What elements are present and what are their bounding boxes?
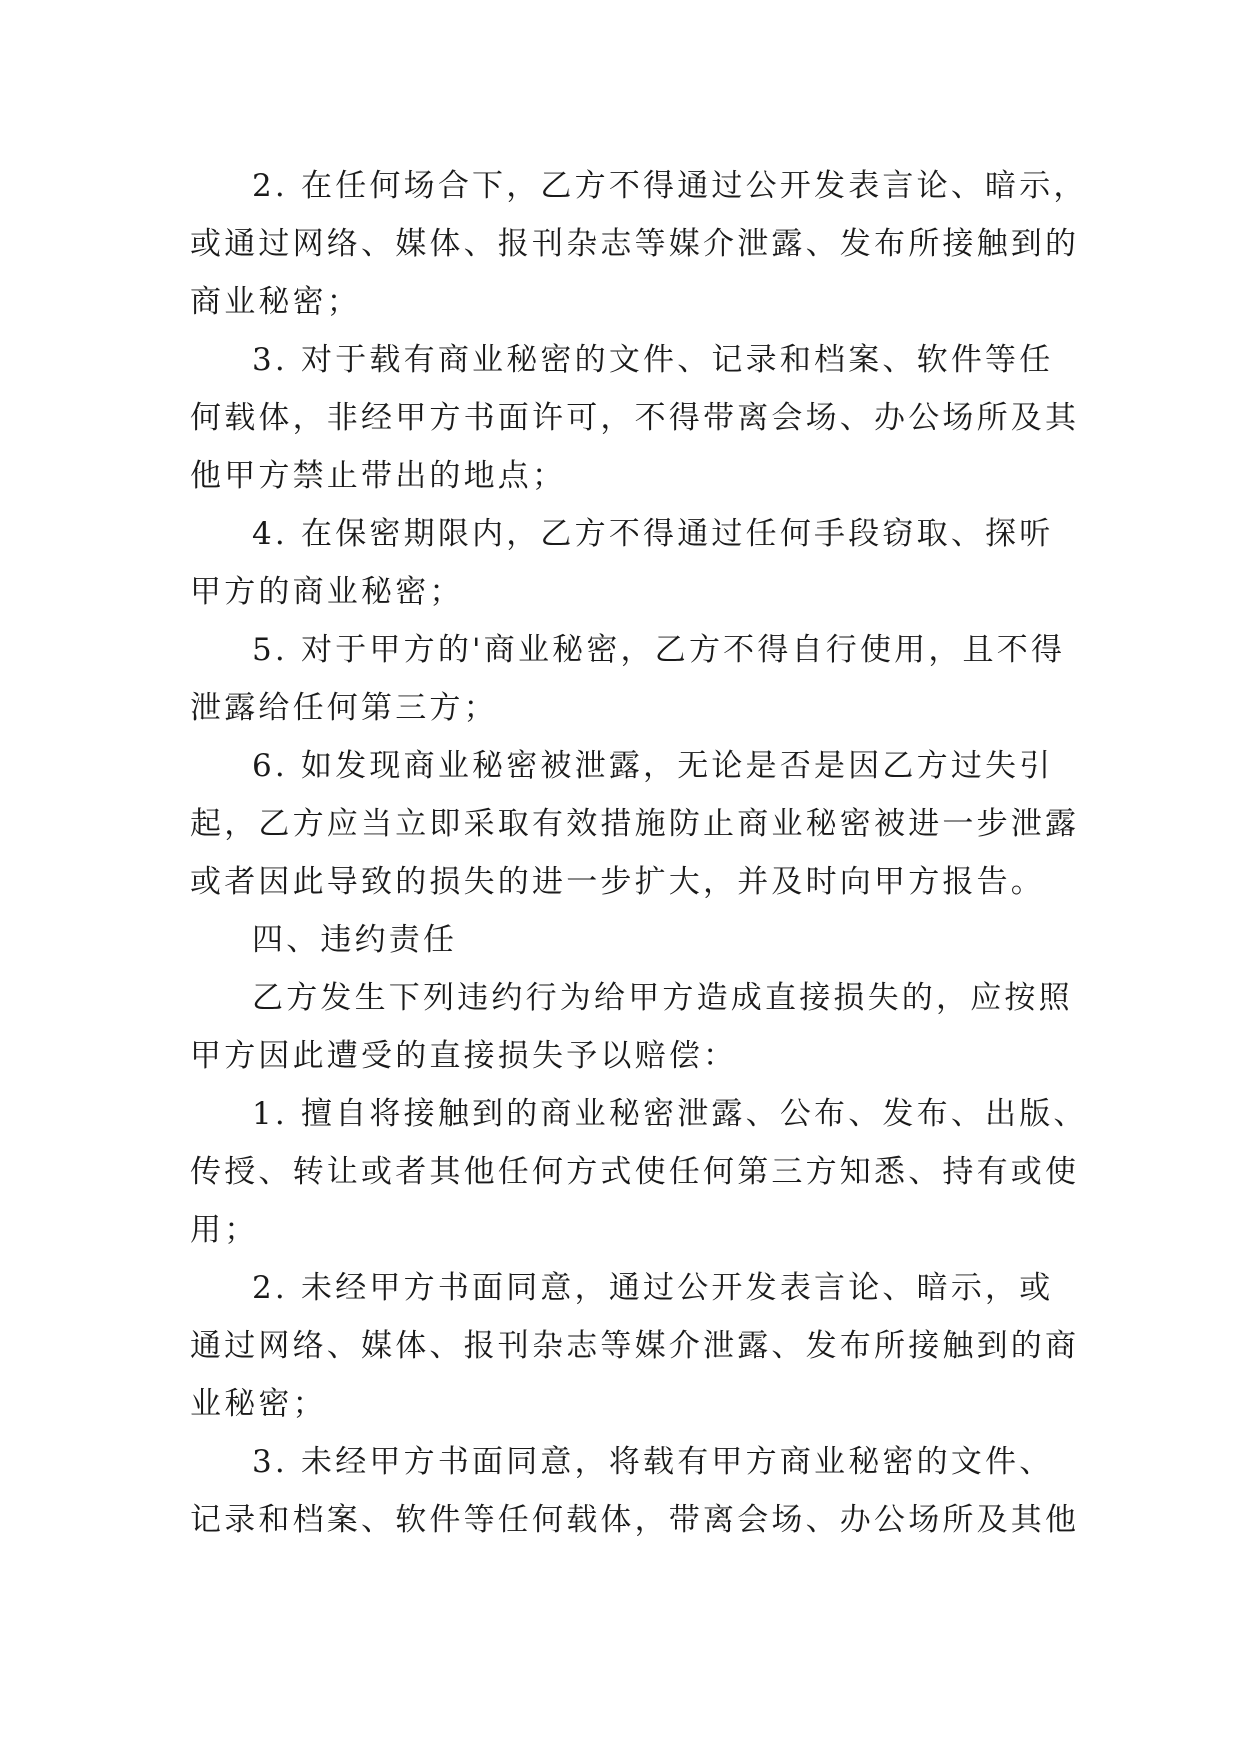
text-line: 起，乙方应当立即采取有效措施防止商业秘密被进一步泄露 <box>190 806 1080 842</box>
text-line: 何载体，非经甲方书面许可，不得带离会场、办公场所及其 <box>190 400 1080 436</box>
text-line: 传授、转让或者其他任何方式使任何第三方知悉、持有或使 <box>190 1154 1080 1190</box>
text-line: 甲方的商业秘密； <box>190 574 464 610</box>
text-line: 或者因此导致的损失的进一步扩大，并及时向甲方报告。 <box>190 864 1045 900</box>
text-line: 3. 对于载有商业秘密的文件、记录和档案、软件等任 <box>252 342 1054 378</box>
text-line: 乙方发生下列违约行为给甲方造成直接损失的，应按照 <box>252 980 1073 1016</box>
text-line: 商业秘密； <box>190 284 361 320</box>
text-line: 1. 擅自将接触到的商业秘密泄露、公布、发布、出版、 <box>252 1096 1088 1132</box>
text-line: 用； <box>190 1212 259 1248</box>
text-line: 记录和档案、软件等任何载体，带离会场、办公场所及其他 <box>190 1502 1080 1538</box>
text-line: 泄露给任何第三方； <box>190 690 498 726</box>
text-line: 2. 未经甲方书面同意，通过公开发表言论、暗示，或 <box>252 1270 1054 1306</box>
section-heading: 四、违约责任 <box>252 922 458 958</box>
text-line: 6. 如发现商业秘密被泄露，无论是否是因乙方过失引 <box>252 748 1054 784</box>
text-line: 5. 对于甲方的'商业秘密，乙方不得自行使用，且不得 <box>252 632 1066 668</box>
text-line: 2. 在任何场合下，乙方不得通过公开发表言论、暗示， <box>252 168 1088 204</box>
text-line: 业秘密； <box>190 1386 327 1422</box>
text-line: 通过网络、媒体、报刊杂志等媒介泄露、发布所接触到的商 <box>190 1328 1080 1364</box>
text-line: 3. 未经甲方书面同意，将载有甲方商业秘密的文件、 <box>252 1444 1054 1480</box>
text-line: 他甲方禁止带出的地点； <box>190 458 567 494</box>
text-line: 甲方因此遭受的直接损失予以赔偿： <box>190 1038 738 1074</box>
text-line: 4. 在保密期限内，乙方不得通过任何手段窃取、探听 <box>252 516 1054 552</box>
text-line: 或通过网络、媒体、报刊杂志等媒介泄露、发布所接触到的 <box>190 226 1080 262</box>
